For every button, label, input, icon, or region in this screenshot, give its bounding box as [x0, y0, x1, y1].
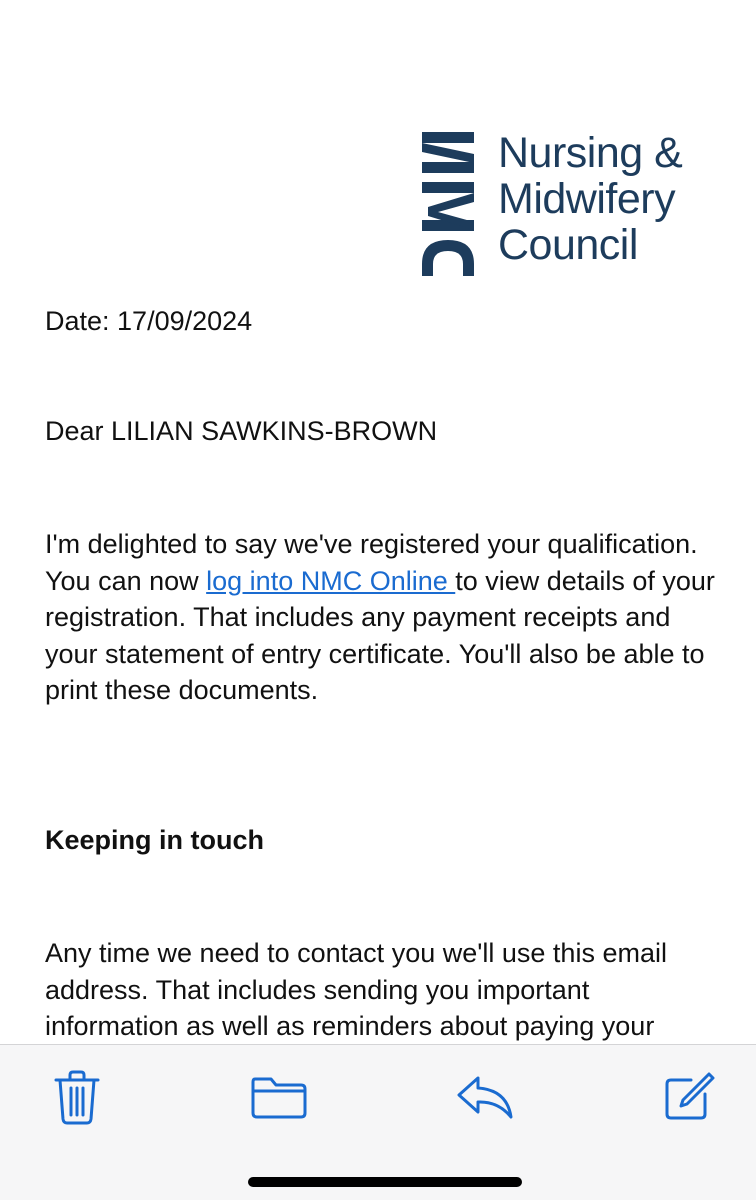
nmc-logo [418, 130, 738, 280]
delete-button[interactable] [45, 1067, 109, 1127]
logo-line-1: Nursing & [498, 129, 683, 177]
compose-icon [663, 1072, 715, 1122]
home-indicator[interactable] [248, 1177, 522, 1187]
nmc-online-login-link[interactable]: log into NMC Online [206, 565, 456, 596]
reply-button[interactable] [453, 1067, 517, 1127]
paragraph-text-end: to view details of your registration. That includes any payment receipts and your statement of entry certificate. You'll also be able to print these documents. [45, 565, 715, 705]
email-date: Date: 17/09/2024 [45, 306, 253, 336]
folder-icon [250, 1075, 308, 1119]
logo-line-3: Council [498, 221, 638, 269]
reply-icon [456, 1074, 514, 1120]
trash-icon [53, 1069, 101, 1125]
logo-line-2: Midwifery [498, 175, 676, 223]
email-greeting: Dear LILIAN SAWKINS-BROWN [45, 416, 438, 446]
paragraph-text-start: I'm delighted to say we've registered your qualification. You can now [45, 529, 698, 596]
email-paragraph-contact: Any time we need to contact you we'll use this email address. That includes sending you important information as well as reminders about paying your [45, 938, 667, 1041]
section-heading: Keeping in touch [45, 825, 264, 855]
nmc-logo-mark [418, 130, 478, 278]
logo-wordmark [498, 130, 682, 268]
mail-toolbar [0, 1044, 756, 1200]
compose-button[interactable] [657, 1067, 721, 1127]
move-to-folder-button[interactable] [247, 1067, 311, 1127]
email-paragraph-registration [45, 526, 725, 709]
